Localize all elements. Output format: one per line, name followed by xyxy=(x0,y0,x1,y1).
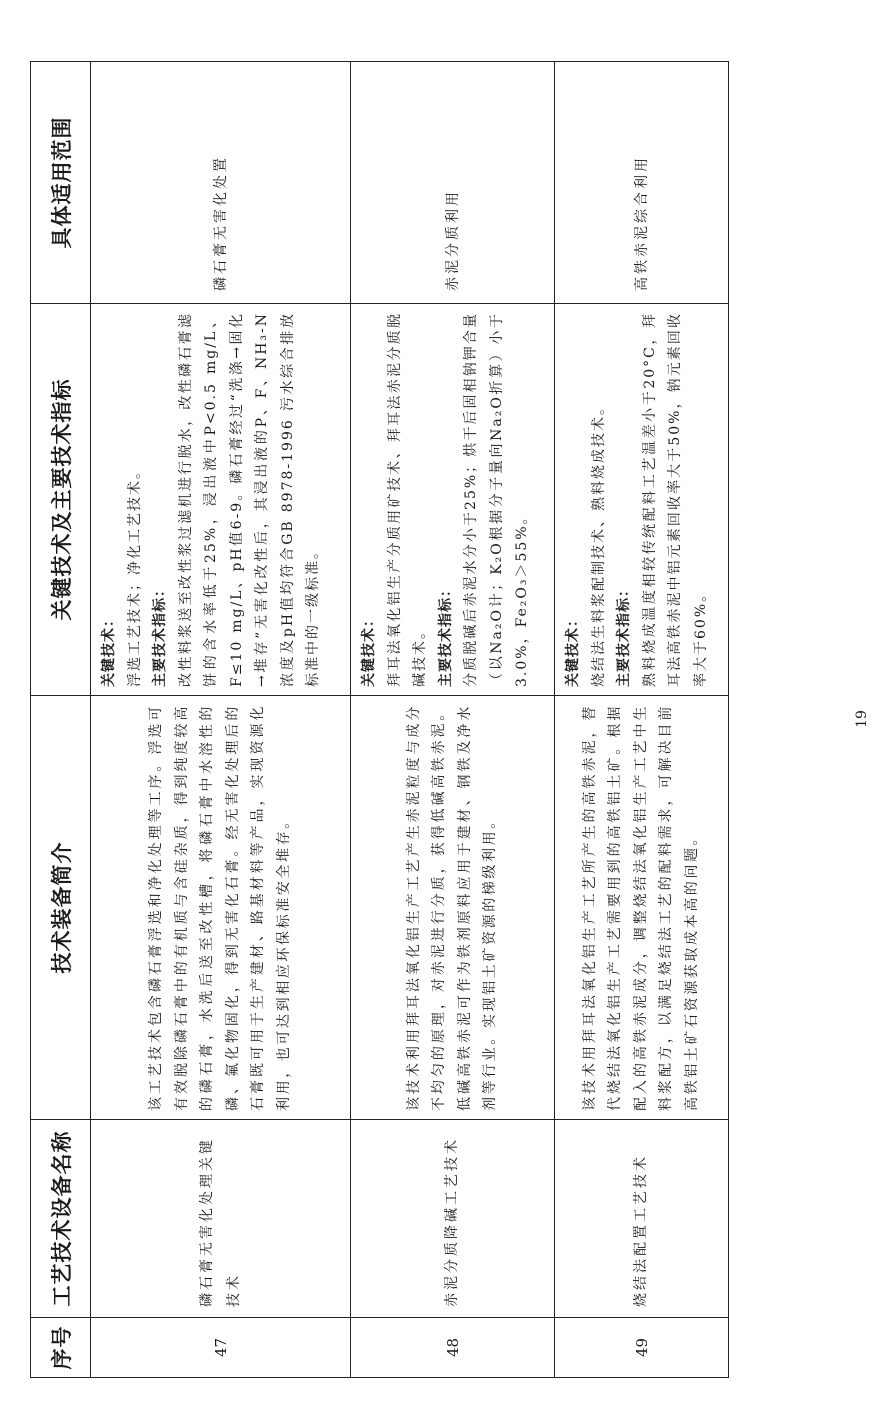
rotated-table-page xyxy=(30,62,728,1378)
key-tech-label: 关键技术： xyxy=(565,612,581,687)
header-seq: 序号 xyxy=(31,1318,91,1378)
row-intro: 该技术用拜耳法氧化铝生产工艺所产生的高铁赤泥，替代烧结法氧化铝生产工艺需要用到的高铁铝土矿。根据配入的高铁赤泥成分，调整烧结法氧化铝生产工艺中生料浆配方，以满足烧结法工艺的配料需求，可解决目前高铁铝土矿石资源获取成本高的问题。 xyxy=(555,696,729,1120)
main-index-text: 分质脱碱后赤泥水分小于25%；烘干后固相钠钾合量（以Na₂O计；K₂O根据分子量向Na₂O折算）小于3.0%，Fe₂O₃＞55%。 xyxy=(463,312,530,687)
page-number: 19 xyxy=(854,710,870,728)
main-index-label: 主要技术指标： xyxy=(616,582,632,687)
row-intro: 该技术利用拜耳法氧化铝生产工艺产生赤泥粒度与成分不均匀的原理，对赤泥进行分质，获得低碱高铁赤泥。低碱高铁赤泥可作为铁剂原料应用于建材、钢铁及净水剂等行业。实现铝土矿资源的梯级利用。 xyxy=(351,696,555,1120)
main-index-text: 改性料浆送至改性浆过滤机进行脱水，改性磷石膏滤饼的含水率低于25%，浸出液中P<0.5 mg/L、F≤10 mg/L、pH值6-9。磷石膏经过“洗涤→固化→堆存”无害化改性后，其浸出液的P、F、NH₃-N浓度及pH值均符合GB 8978-1996 污水综合排放标准中的一级标准。 xyxy=(177,312,321,687)
row-seq: 48 xyxy=(351,1318,555,1378)
table-header-row xyxy=(31,62,91,1378)
key-tech-label: 关键技术： xyxy=(361,612,377,687)
key-tech-text: 拜耳法氧化铝生产分质用矿技术、拜耳法赤泥分质脱碱技术。 xyxy=(386,312,428,687)
main-index-label: 主要技术指标： xyxy=(152,582,168,687)
key-tech-label: 关键技术： xyxy=(101,612,117,687)
key-tech-text: 烧结法生料浆配制技术、熟料烧成技术。 xyxy=(590,399,607,687)
header-key: 关键技术及主要技术指标 xyxy=(31,304,91,696)
technology-table xyxy=(30,61,729,1378)
row-name: 赤泥分质降碱工艺技术 xyxy=(351,1120,555,1318)
header-name: 工艺技术设备名称 xyxy=(31,1120,91,1318)
table-row xyxy=(91,62,351,1378)
row-name: 烧结法配置工艺技术 xyxy=(555,1120,729,1318)
row-name: 磷石膏无害化处理关键技术 xyxy=(91,1120,351,1318)
key-tech-text: 浮选工艺技术；净化工艺技术。 xyxy=(126,463,143,687)
table-row xyxy=(555,62,729,1378)
header-intro: 技术装备简介 xyxy=(31,696,91,1120)
row-scope: 赤泥分质利用 xyxy=(351,62,555,304)
row-key xyxy=(555,304,729,696)
row-scope: 磷石膏无害化处置 xyxy=(91,62,351,304)
row-scope: 高铁赤泥综合利用 xyxy=(555,62,729,304)
main-index-label: 主要技术指标： xyxy=(437,582,454,687)
row-key xyxy=(351,304,555,696)
row-seq: 47 xyxy=(91,1318,351,1378)
main-index-text: 熟料烧成温度相较传统配料工艺温差小于20°C，拜耳法高铁赤泥中铝元素回收率大于50%，钠元素回收率大于60%。 xyxy=(641,312,709,687)
table-row xyxy=(351,62,555,1378)
row-intro: 该工艺技术包含磷石膏浮选和净化处理等工序。浮选可有效脱除磷石膏中的有机质与含硅杂质，得到纯度较高的磷石膏，水洗后送至改性槽，将磷石膏中水溶性的磷、氟化物固化，得到无害化石膏。经无害化处理后的石膏既可用于生产建材、路基材料等产品，实现资源化利用，也可达到相应环保标准安全堆存。 xyxy=(91,696,351,1120)
row-key xyxy=(91,304,351,696)
header-scope: 具体适用范围 xyxy=(31,62,91,304)
row-seq: 49 xyxy=(555,1318,729,1378)
